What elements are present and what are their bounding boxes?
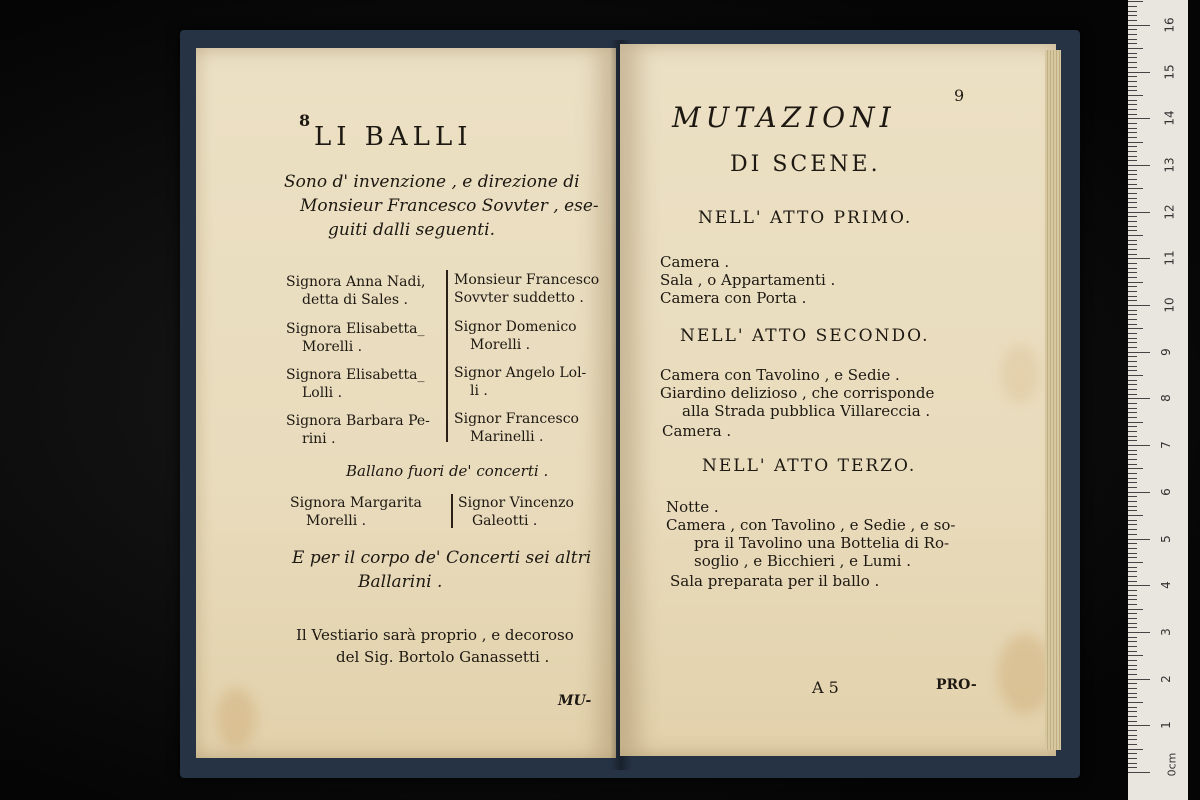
ruler-tick [1128,137,1137,138]
ruler-tick [1128,300,1137,301]
ruler-tick [1128,128,1137,129]
ruler-tick [1128,440,1137,441]
ruler-tick [1128,221,1137,222]
ruler-tick [1128,375,1143,376]
ruler-tick [1128,609,1143,610]
measuring-ruler [1128,0,1188,800]
ruler-label: 11 [1162,250,1177,266]
ruler-tick [1128,403,1137,404]
ruler-tick [1128,464,1137,465]
ruler-tick [1128,25,1150,26]
costume-line-1: Il Vestiario sarà proprio , e decoroso [296,626,574,644]
paper-stain [216,688,256,748]
ruler-label: 13 [1162,157,1177,173]
corps-line-1: E per il corpo de' Concerti sei altri [292,548,592,568]
ruler-tick [1128,151,1137,152]
paper-stain [998,634,1052,714]
ruler-tick [1128,637,1137,638]
ruler-tick [1128,510,1137,511]
ruler-tick [1128,753,1137,754]
ruler-tick [1128,767,1137,768]
act-2-line-2: Giardino delizioso , che corrisponde [660,384,935,402]
ruler-tick [1128,478,1137,479]
ruler-tick [1128,384,1137,385]
ruler-tick [1128,651,1137,652]
dancer-left-4b: rini . [302,431,336,447]
dancer-right-4a: Signor Francesco [454,411,579,427]
ruler-tick [1128,604,1137,605]
ruler-tick [1128,431,1137,432]
ruler-label: 4 [1158,581,1173,590]
paper-stain [1000,344,1040,404]
ruler-tick [1128,53,1137,54]
ruler-tick [1128,534,1137,535]
ruler-tick [1128,118,1150,119]
ruler-tick [1128,590,1137,591]
dancer-right-3b: li . [470,383,488,399]
ruler-tick [1128,62,1137,63]
ruler-tick [1128,487,1137,488]
ruler-tick [1128,39,1137,40]
ruler-tick [1128,198,1137,199]
ruler-tick [1128,160,1137,161]
ruler-tick [1128,188,1143,189]
ruler-tick [1128,613,1137,614]
ruler-tick [1128,286,1137,287]
signature-mark: A 5 [812,678,839,697]
ruler-tick [1128,412,1137,413]
ruler-tick [1128,254,1137,255]
ruler-tick [1128,468,1143,469]
ruler-tick [1128,496,1137,497]
ruler-tick [1128,356,1137,357]
act-1-line-2: Sala , o Appartamenti . [660,271,836,289]
dancer-right-1b: Sovvter suddetto . [454,290,584,306]
ruler-tick [1128,665,1137,666]
ruler-tick [1128,408,1137,409]
ruler-tick [1128,226,1137,227]
ruler-tick [1128,707,1137,708]
dancer-right-3a: Signor Angelo Lol- [454,365,587,381]
ruler-tick [1128,314,1137,315]
subheading: Ballano fuori de' concerti . [346,462,549,480]
dancer-right-1a: Monsieur Francesco [454,272,600,288]
left-page [196,48,616,758]
ruler-tick [1128,567,1137,568]
ruler-tick [1128,109,1137,110]
dancer-left-4a: Signora Barbara Pe- [286,413,430,429]
ruler-label: 16 [1162,17,1177,33]
ruler-tick [1128,758,1137,759]
ruler-tick [1128,347,1137,348]
column-divider-2 [451,494,453,528]
ruler-tick [1128,6,1137,7]
ruler-tick [1128,146,1137,147]
page-heading: LI BALLI [314,122,473,152]
ruler-tick [1128,539,1150,540]
ruler-tick [1128,207,1137,208]
costume-line-2: del Sig. Bortolo Ganassetti . [336,648,550,666]
ruler-tick [1128,240,1137,241]
extra-right-b: Galeotti . [472,513,538,529]
ruler-tick [1128,230,1137,231]
ruler-tick [1128,370,1137,371]
ruler-tick [1128,669,1137,670]
ruler-tick [1128,67,1137,68]
ruler-tick [1128,426,1137,427]
column-divider [446,270,448,442]
ruler-tick [1128,174,1137,175]
ruler-tick [1128,114,1137,115]
ruler-tick [1128,291,1137,292]
ruler-tick [1128,632,1150,633]
act-1-line-1: Camera . [660,253,730,271]
ruler-tick [1128,319,1137,320]
ruler-label: 12 [1162,203,1177,220]
ruler-tick [1128,599,1137,600]
ruler-tick [1128,398,1150,399]
dancer-left-3b: Lolli . [302,385,343,401]
ruler-tick [1128,515,1143,516]
act-2-line-4: Camera . [662,422,732,440]
ruler-tick [1128,333,1137,334]
ruler-tick [1128,394,1137,395]
ruler-tick [1128,216,1137,217]
dancer-left-1a: Signora Anna Nadi, [286,274,426,290]
extra-right-a: Signor Vincenzo [458,495,574,511]
act-2-line-1: Camera con Tavolino , e Sedie . [660,366,900,384]
intro-line-3: guiti dalli seguenti. [328,220,495,240]
page-title: MUTAZIONI [672,101,896,134]
ruler-tick [1128,595,1137,596]
ruler-tick [1128,730,1137,731]
ruler-tick [1128,543,1137,544]
ruler-tick [1128,100,1137,101]
ruler-tick [1128,581,1137,582]
ruler-tick [1128,324,1137,325]
ruler-tick [1128,193,1137,194]
ruler-label: 14 [1162,110,1177,126]
ruler-tick [1128,48,1143,49]
ruler-tick [1128,571,1137,572]
ruler-tick [1128,436,1137,437]
ruler-tick [1128,268,1137,269]
dancer-left-2b: Morelli . [302,339,363,355]
ruler-label: 10 [1162,297,1177,313]
ruler-tick [1128,11,1137,12]
ruler-tick [1128,702,1143,703]
corps-line-2: Ballarini . [358,572,443,592]
ruler-tick [1128,179,1137,180]
dancer-left-3a: Signora Elisabetta_ [286,367,425,383]
ruler-tick [1128,417,1137,418]
ruler-tick [1128,361,1137,362]
act-2-heading: NELL' ATTO SECONDO. [680,326,930,346]
ruler-label: 15 [1162,63,1177,80]
ruler-tick [1128,524,1137,525]
ruler-tick [1128,716,1137,717]
ruler-tick [1128,501,1137,502]
act-1-line-3: Camera con Porta . [660,289,807,307]
ruler-tick [1128,170,1137,171]
page-subtitle: DI SCENE. [730,152,881,177]
act-3-line-2: Camera , con Tavolino , e Sedie , e so- [666,516,956,534]
ruler-tick [1128,132,1137,133]
ruler-tick [1128,57,1137,58]
ruler-tick [1128,310,1137,311]
ruler-tick [1128,627,1137,628]
ruler-tick [1128,660,1137,661]
dancer-left-2a: Signora Elisabetta_ [286,321,425,337]
dancer-right-2a: Signor Domenico [454,319,577,335]
ruler-tick [1128,721,1137,722]
ruler-label: 8 [1158,394,1173,403]
ruler-tick [1128,212,1150,213]
ruler-tick [1128,711,1137,712]
act-3-line-5: Sala preparata per il ballo . [670,572,880,590]
ruler-tick [1128,655,1143,656]
ruler-tick [1128,258,1150,259]
ruler-tick [1128,249,1137,250]
ruler-tick [1128,72,1150,73]
ruler-tick [1128,20,1137,21]
ruler-tick [1128,618,1137,619]
ruler-tick [1128,95,1143,96]
extra-left-b: Morelli . [306,513,367,529]
extra-left-a: Signora Margarita [290,495,422,511]
dancer-right-2b: Morelli . [470,337,531,353]
catchword: MU- [558,693,592,709]
dancer-right-4b: Marinelli . [470,429,544,445]
ruler-tick [1128,342,1137,343]
ruler-tick [1128,688,1137,689]
ruler-tick [1128,641,1137,642]
ruler-tick [1128,492,1150,493]
dancer-left-1b: detta di Sales . [302,292,408,308]
ruler-tick [1128,81,1137,82]
ruler-tick [1128,34,1137,35]
ruler-tick [1128,90,1137,91]
right-page [620,44,1056,756]
ruler-tick [1128,529,1137,530]
ruler-tick [1128,165,1150,166]
ruler-tick [1128,679,1150,680]
ruler-tick [1128,156,1137,157]
ruler-tick [1128,683,1137,684]
ruler-tick [1128,749,1143,750]
ruler-unit-label: 0cm [1165,752,1179,777]
ruler-tick [1128,76,1137,77]
ruler-tick [1128,389,1137,390]
ruler-tick [1128,282,1143,283]
ruler-tick [1128,459,1137,460]
ruler-tick [1128,202,1137,203]
ruler-tick [1128,674,1137,675]
act-3-line-3: pra il Tavolino una Bottelia di Ro- [694,534,950,552]
catchword: PRO- [936,677,977,693]
ruler-tick [1128,646,1137,647]
ruler-label: 6 [1158,487,1173,496]
ruler-tick [1128,338,1137,339]
ruler-tick [1128,142,1143,143]
ruler-tick [1128,272,1137,273]
ruler-tick [1128,473,1137,474]
ruler-tick [1128,15,1137,16]
ruler-tick [1128,445,1150,446]
ruler-tick [1128,562,1143,563]
act-3-line-1: Notte . [666,498,719,516]
ruler-label: 2 [1158,674,1173,683]
ruler-tick [1128,244,1137,245]
ruler-label: 1 [1158,721,1173,730]
ruler-tick [1128,482,1137,483]
ruler-tick [1128,328,1143,329]
ruler-label: 3 [1158,628,1173,636]
ruler-tick [1128,693,1137,694]
ruler-tick [1128,520,1137,521]
page-number: 8 [299,111,311,130]
ruler-tick [1128,29,1137,30]
ruler-tick [1128,123,1137,124]
ruler-tick [1128,450,1137,451]
ruler-tick [1128,86,1137,87]
ruler-label: 7 [1158,441,1173,449]
ruler-label: 9 [1158,347,1173,356]
ruler-tick [1128,697,1137,698]
ruler-tick [1128,506,1137,507]
ruler-tick [1128,725,1150,726]
intro-line-2: Monsieur Francesco Sovvter , ese- [300,196,599,216]
ruler-tick [1128,43,1137,44]
page-number: 9 [954,86,965,105]
ruler-tick [1128,1,1143,2]
ruler-tick [1128,772,1150,773]
ruler-tick [1128,277,1137,278]
ruler-tick [1128,557,1137,558]
ruler-tick [1128,422,1143,423]
page-edges [1045,50,1061,750]
ruler-tick [1128,352,1150,353]
ruler-tick [1128,380,1137,381]
ruler-tick [1128,623,1137,624]
ruler-tick [1128,553,1137,554]
ruler-label: 5 [1158,534,1173,543]
ruler-tick [1128,548,1137,549]
ruler-tick [1128,104,1137,105]
ruler-tick [1128,366,1137,367]
ruler-tick [1128,454,1137,455]
ruler-tick [1128,184,1137,185]
ruler-tick [1128,576,1137,577]
act-2-line-3: alla Strada pubblica Villareccia . [682,402,931,420]
ruler-tick [1128,296,1137,297]
ruler-tick [1128,585,1150,586]
ruler-tick [1128,739,1137,740]
ruler-tick [1128,763,1137,764]
ruler-tick [1128,744,1137,745]
ruler-tick [1128,263,1137,264]
act-3-line-4: soglio , e Bicchieri , e Lumi . [694,552,911,570]
intro-line-1: Sono d' invenzione , e direzione di [284,172,580,192]
ruler-tick [1128,305,1150,306]
act-1-heading: NELL' ATTO PRIMO. [698,208,913,228]
ruler-tick [1128,735,1137,736]
ruler-tick [1128,235,1143,236]
act-3-heading: NELL' ATTO TERZO. [702,456,917,476]
